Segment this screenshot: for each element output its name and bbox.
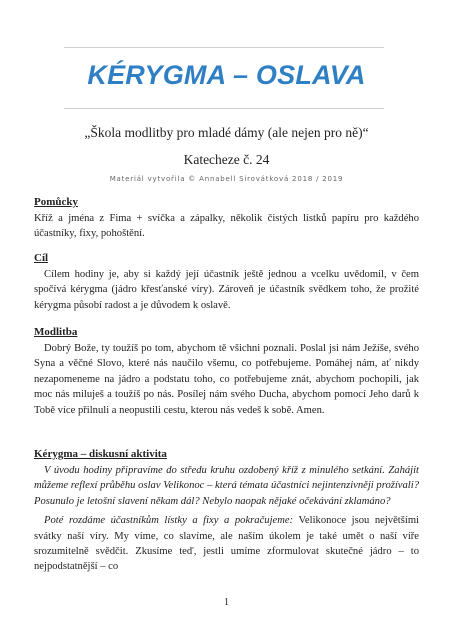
kerygma-paragraph-2-rest: Velikonoce jsou největšími svátky naší víry. My víme, co slavíme, ale naším úkolem je také umět o naší víře srozumitelně svědčit. Zkusíme teď, jestli umíme zformulovat skutečné jádro – to nejpodstatnější – co bbox=[34, 515, 420, 573]
section-text-pomucky: Kříž a jména z Fima + svíčka a zápalky, několik čistých lístků papíru pro každého účastníky, fixy, pohoštění. bbox=[34, 213, 419, 240]
section-pomucky bbox=[34, 196, 419, 242]
section-text-cil: Cílem hodiny je, aby si každý její účastník ještě jednou a vcelku uvědomil, v čem spočívá kérygma (jádro křesťanské víry). Zároveň je účastník svědkem toho, že prožité kérygma působí radost a je důvodem k oslavě. bbox=[34, 269, 419, 311]
author-credit: Materiál vytvořila © Annabell Sirovátková 2018 / 2019 bbox=[109, 175, 344, 183]
document-subtitle: „Škola modlitby pro mladé dámy (ale nejen pro ně)“ bbox=[84, 125, 369, 140]
kerygma-paragraph-2 bbox=[34, 513, 419, 575]
section-cil bbox=[34, 252, 419, 313]
catechesis-number: Katecheze č. 24 bbox=[183, 152, 270, 167]
section-modlitba bbox=[34, 326, 419, 418]
kerygma-paragraph-2-italic: Poté rozdáme účastníkům lístky a fixy a pokračujeme: bbox=[44, 515, 294, 527]
section-heading-modlitba: Modlitba bbox=[34, 326, 78, 338]
section-heading-kerygma: Kérygma – diskusní aktivita bbox=[34, 448, 167, 460]
kerygma-paragraph-1: V úvodu hodiny připravíme do středu kruhu ozdobený kříž z minulého setkání. Zahájit můžeme reflexí průběhu oslav Velikonoc – která témata účastníci nejintenzivněji prožívali? Posunulo je letošní slavení někam dál? Nebylo naopak nějaké očekávání zklamáno? bbox=[34, 465, 419, 507]
document-title: KÉRYGMA – OSLAVA bbox=[87, 60, 366, 90]
page-number: 1 bbox=[224, 597, 229, 608]
section-heading-cil: Cíl bbox=[34, 252, 49, 264]
top-rule bbox=[64, 47, 384, 48]
title-rule bbox=[64, 108, 384, 109]
section-heading-pomucky: Pomůcky bbox=[34, 196, 78, 208]
section-kerygma bbox=[34, 448, 419, 575]
section-text-modlitba: Dobrý Bože, ty toužíš po tom, abychom tě všichni poznali. Poslal jsi nám Ježíše, svého Syna a věčné Slovo, které nás naučilo všemu, co potřebujeme. Pomáhej nám, ať nikdy nezapomeneme na jádro a podstatu toho, co potřebujeme znát, abychom pochopili, jak moc nás miluješ a toužíš po nás. Posílej nám svého Ducha, abychom pomocí Jeho darů k Tobě více přilnuli a neopustili cestu, kterou nás vedeš k sobě. Amen. bbox=[34, 343, 419, 416]
